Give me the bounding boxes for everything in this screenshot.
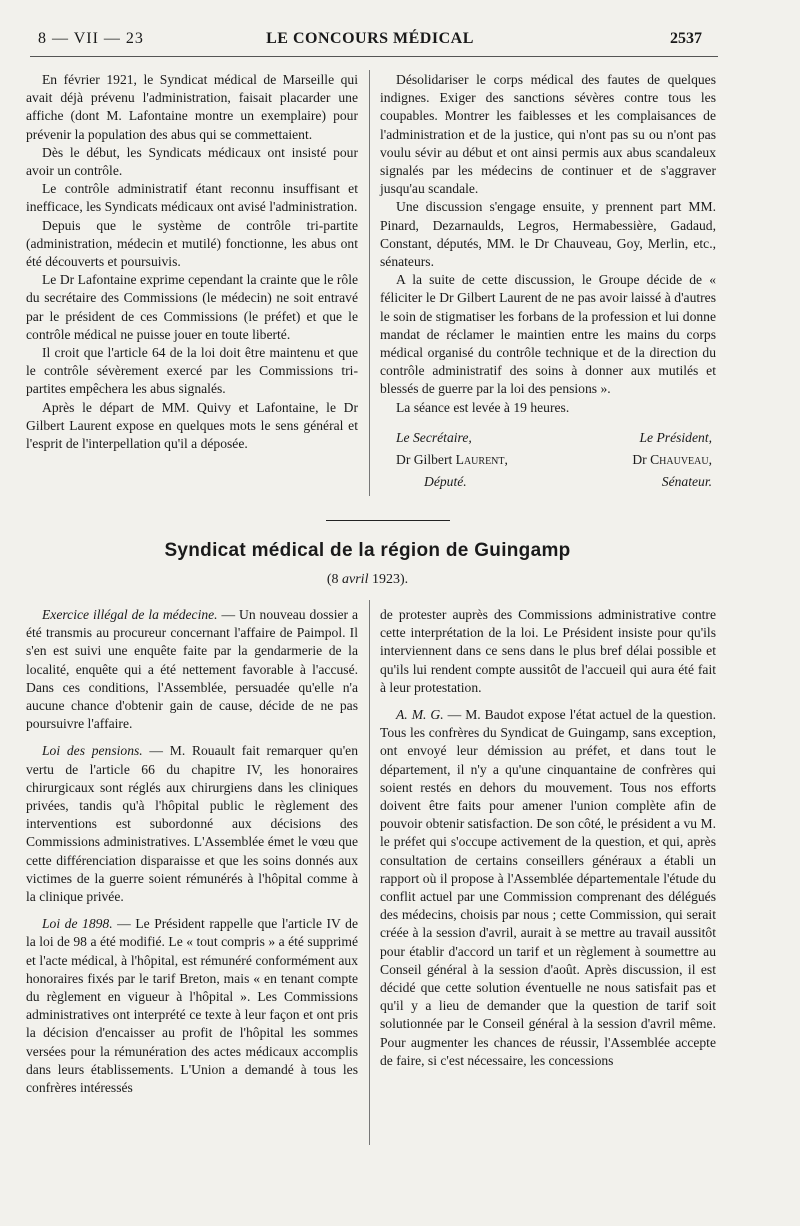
section-rule [326,520,450,521]
header-page-number: 2537 [670,30,702,47]
president-signature [632,427,712,493]
bottom-left-column [26,606,358,1097]
column-divider [369,70,370,496]
paragraph: A la suite de cette discussion, le Groupe décide de « féliciter le Dr Gilbert Laurent de ne pas avoir laissé à d'autres le soin de stigmatiser les forbans de la profession et lui donne mandat de réclamer le maintien entre les mains du corps médical organisé du contrôle technique et de la direction du contrôle administratif des soins à donner aux mutilés et blessés de guerre par la loi des pensions ». [380,272,716,397]
section-date: (8 avril 1923). [326,572,409,587]
agenda-item: A. M. G. — M. Baudot expose l'état actuel de la question. Tous les confrères du Syndicat de Guingamp, sans exception, ont envoyé leur démission au préfet, et dans tout le département, il n'y a qu'une cinquantaine de confrères qui soient restés en dehors du mouvement. Tous nos efforts doivent être faits pour amener l'union complète afin de pouvoir obtenir satisfaction. De son côté, le président a vu M. le préfet qui s'occupe activement de la question, et qui, après consultation de certains conseillers généraux a établi un rapport où il propose à l'Assemblée départementale l'étude du conflit actuel par une Commission comprenant des délégués des médecins, choisis par nous ; cette Commission, qui serait créée à la session d'avril, aurait à se mettre au travail aussitôt pour établir d'accord un tarif et un règlement à soumettre au Conseil général à la session d'août. Après discussion, il est décidé que cette solution éventuelle ne nous satisfait pas et qu'il y a lieu de demander que la question de tarif soit solutionnée par le Conseil général à la session d'avril même. Pour augmenter les chances de réussir, l'Assemblée accepte de faire, si c'est nécessaire, les concessions [380,707,717,1068]
top-left-column [26,71,358,453]
paragraph: Après le départ de MM. Quivy et Lafontaine, le Dr Gilbert Laurent expose en quelques mots le sens général et l'esprit de l'interpellation qu'il a déposée. [26,399,358,452]
column-divider [369,600,370,1145]
paragraph: de protester auprès des Commissions administrative contre cette interprétation de la loi. Le Président insiste pour qu'ils interviennent dans ce sens dans le plus bref délai possible et qu'ils lui rendent compte aussitôt de l'accueil qui aura été fait à leur protestation. [380,607,716,695]
paragraph: Une discussion s'engage ensuite, y prennent part MM. Pinard, Dezarnaulds, Legros, Hermabessière, Gadaud, Constant, députés, MM. le Dr Chauveau, Goy, Merlin, etc., sénateurs. [380,199,716,270]
agenda-item: Loi de 1898. — Le Président rappelle que l'article IV de la loi de 98 a été modifié. Le « tout compris » a été supprimé et l'acte médical, à l'hôpital, est rémunéré conformément aux honoraires fixés par le tarif Breton, mais « en tenant compte du règlement en vigueur à l'hôpital ». Les Commissions administratives ont interprété ce texte à leur façon et ont pris la décision d'encaisser au profit de l'hôpital les sommes versées pour la rémunération des actes médicaux accomplis dans leurs établissements. L'Union a demandé à tous les confrères intéressés [26,916,358,1096]
president-role: Le Président, [639,429,712,445]
president-name: Dr Chauveau, [632,451,712,467]
paragraph: En février 1921, le Syndicat médical de Marseille qui avait déjà prévenu l'administration, faisait placarder une affiche (dont M. Lafontaine montre un exemplaire) pour prévenir la population des abus qui se commettaient. [26,72,358,142]
bottom-right-column [380,606,716,1070]
secretary-signature [396,427,508,493]
header-journal-title: LE CONCOURS MÉDICAL [266,30,474,47]
paragraph: La séance est levée à 19 heures. [396,399,570,415]
agenda-item: Loi des pensions. — M. Rouault fait remarquer qu'en vertu de l'article 66 du chapitre IV, les honoraires chirurgicaux sont réglés aux chirurgiens dans les cliniques privées, tandis qu'à l'hôpital public le règlement des interventions est subordonné aux décisions des Commissions administratives. L'Assemblée émet le vœu que cette différenciation disparaisse et que les soins donnés aux victimes de la guerre soient rémunérés à l'hôpital comme à la clinique privée. [26,743,358,905]
secretary-role: Le Secrétaire, [396,429,472,445]
agenda-item: Exercice illégal de la médecine. — Un nouveau dossier a été transmis au procureur concernant l'affaire de Paimpol. Il s'en est suivi une enquête faite par la gendarmerie de la localité, enquête qui a été nettement favorable à l'accusé. Dans ces conditions, l'Assemblée, persuadée qu'elle n'a aucune chance d'obtenir gain de cause, décide de ne pas poursuivre l'affaire. [26,607,358,732]
president-title: Sénateur. [661,473,712,489]
paragraph: Le Dr Lafontaine exprime cependant la crainte que le rôle du secrétaire des Commissions (le médecin) ne soit entravé par le président de ces Commissions (le préfet) et que le contrôle médical ne puisse jouer en toute liberté. [26,272,358,342]
paragraph: Désolidariser le corps médical des fautes de quelques indignes. Exiger des sanctions sévères contre tous les coupables. Montrer les faiblesses et les complaisances de l'administration et de la justice, qui n'ont pas su ou n'ont pas voulu sévir au début et ont ainsi permis aux abus scandaleux signalés par les médecins de continuer et de s'aggraver jusqu'au scandale. [380,72,716,197]
paragraph: Le contrôle administratif étant reconnu insuffisant et inefficace, les Syndicats médicaux ont avisé l'administration. [26,181,358,215]
paragraph: Depuis que le système de contrôle tri-partite (administration, médecin et mutilé) fonctionne, les abus ont été découverts et poursuivis. [26,217,358,270]
signature-block [380,427,716,493]
header-issue: 8 — VII — 23 [38,30,144,47]
section-title: Syndicat médical de la région de Guingamp [164,540,571,561]
paragraph: Il croit que l'article 64 de la loi doit être maintenu et que le contrôle sévèrement exercé par les Commissions tri-partites empêchera les abus signalés. [26,345,358,397]
header-rule [30,56,718,57]
paragraph: Dès le début, les Syndicats médicaux ont insisté pour avoir un contrôle. [26,144,358,179]
secretary-title: Député. [424,473,467,489]
top-right-column [380,71,716,493]
running-header [38,30,702,56]
secretary-name: Dr Gilbert Laurent, [396,451,508,467]
